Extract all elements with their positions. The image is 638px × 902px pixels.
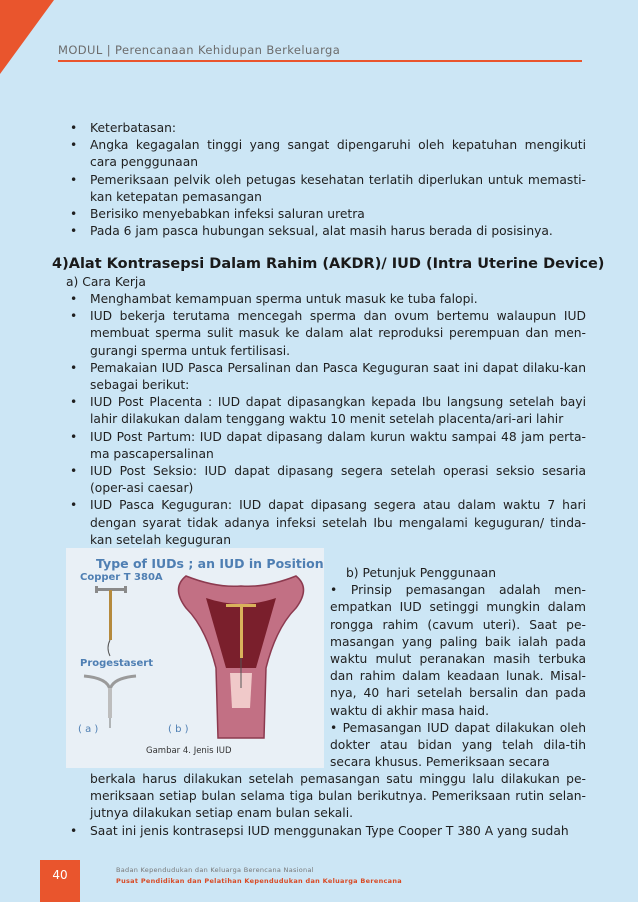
mechanism-list <box>64 291 586 549</box>
list-item: • IUD Post Seksio: IUD dapat dipasang segera setelah operasi seksio sesaria (oper-asi caesar) <box>64 463 586 497</box>
paragraph: • Prinsip pemasangan adalah men-empatkan IUD setinggi mungkin dalam rongga rahim (cavum uteri). Saat pe-masangan yang paling baik ialah pada waktu mulut peranakan masih terbuka dan rahim dalam keadaan lunak. Misal-nya, 40 hari setelah bersalin dan pada waktu di akhir masa haid. <box>330 583 586 718</box>
progestasert-iud-icon <box>84 676 136 728</box>
limitations-list <box>64 120 586 240</box>
list-item: • Angka kegagalan tinggi yang sangat dipengaruhi oleh kepatuhan mengikuti cara penggunaan <box>64 137 586 171</box>
figure-caption: Gambar 4. Jenis IUD <box>146 746 232 756</box>
list-item: • Keterbatasan: <box>64 120 586 137</box>
usage-instructions <box>330 565 586 771</box>
list-item: • IUD bekerja terutama mencegah sperma dan ovum bertemu walaupun IUD membuat sperma sulit masuk ke dalam alat reproduksi perempuan dan men-gurangi sperma untuk fertilisasi. <box>64 308 586 360</box>
corner-decoration <box>0 0 54 74</box>
list-item: • IUD Post Partum: IUD dapat dipasang dalam kurun waktu sampai 48 jam perta-ma pascapersalinan <box>64 429 586 463</box>
label-a: ( a ) <box>78 724 99 735</box>
list-item: • Berisiko menyebabkan infeksi saluran uretra <box>64 206 586 223</box>
list-item: • Pemakaian IUD Pasca Persalinan dan Pasca Keguguran saat ini dapat dilaku-kan sebagai berikut: <box>64 360 586 394</box>
iud-figure <box>66 548 324 768</box>
list-item: • Pada 6 jam pasca hubungan seksual, alat masih harus berada di posisinya. <box>64 223 586 240</box>
subheading-cara-kerja: a) Cara Kerja <box>66 275 146 289</box>
list-item: • IUD Pasca Keguguran: IUD dapat dipasang segera atau dalam waktu 7 hari dengan syarat tidak adanya infeksi setelah Ibu mengalami keguguran/ tinda-kan setelah keguguran <box>64 497 586 549</box>
list-item: • Saat ini jenis kontrasepsi IUD menggunakan Type Cooper T 380 A yang sudah <box>64 823 586 840</box>
section-heading: 4)Alat Kontrasepsi Dalam Rahim (AKDR)/ IUD (Intra Uterine Device) <box>52 256 605 272</box>
uterus-with-iud-icon <box>179 576 304 738</box>
running-header: MODUL | Perencanaan Kehidupan Berkeluarga <box>58 43 341 57</box>
figure-title: Type of IUDs ; an IUD in Position <box>96 556 324 571</box>
footer-center: Pusat Pendidikan dan Pelatihan Kependudukan dan Keluarga Berencana <box>116 877 402 885</box>
list-item: • Pemeriksaan pelvik oleh petugas kesehatan terlatih diperlukan untuk memasti-kan ketepatan pemasangan <box>64 172 586 206</box>
iud-illustration <box>66 548 324 768</box>
continuation-paragraph: berkala harus dilakukan setelah pemasangan satu minggu lalu dilakukan pe-meriksaan setiap bulan selama tiga bulan berikutnya. Pemeriksaan rutin selan-jutnya dilakukan setiap enam bulan sekali. <box>90 772 586 821</box>
list-item: • Menghambat kemampuan sperma untuk masuk ke tuba falopi. <box>64 291 586 308</box>
copper-t-iud-icon <box>95 586 127 656</box>
subheading-petunjuk: b) Petunjuk Penggunaan <box>346 566 497 580</box>
label-b: ( b ) <box>168 724 189 735</box>
paragraph: • Pemasangan IUD dapat dilakukan oleh dokter atau bidan yang telah dila-tih secara khusus. Pemeriksaan secara <box>330 720 586 770</box>
list-item: • IUD Post Placenta : IUD dapat dipasangkan kepada Ibu langsung setelah bayi lahir dilakukan dalam tenggang waktu 10 menit setelah placenta/ari-ari lahir <box>64 394 586 428</box>
label-progestasert: Progestasert <box>80 658 153 669</box>
current-type-list <box>64 823 586 840</box>
page-number: 40 <box>40 860 80 902</box>
label-copper-t: Copper T 380A <box>80 572 163 583</box>
header-divider <box>58 60 582 62</box>
footer-organization: Badan Kependudukan dan Keluarga Berencana Nasional <box>116 866 314 874</box>
